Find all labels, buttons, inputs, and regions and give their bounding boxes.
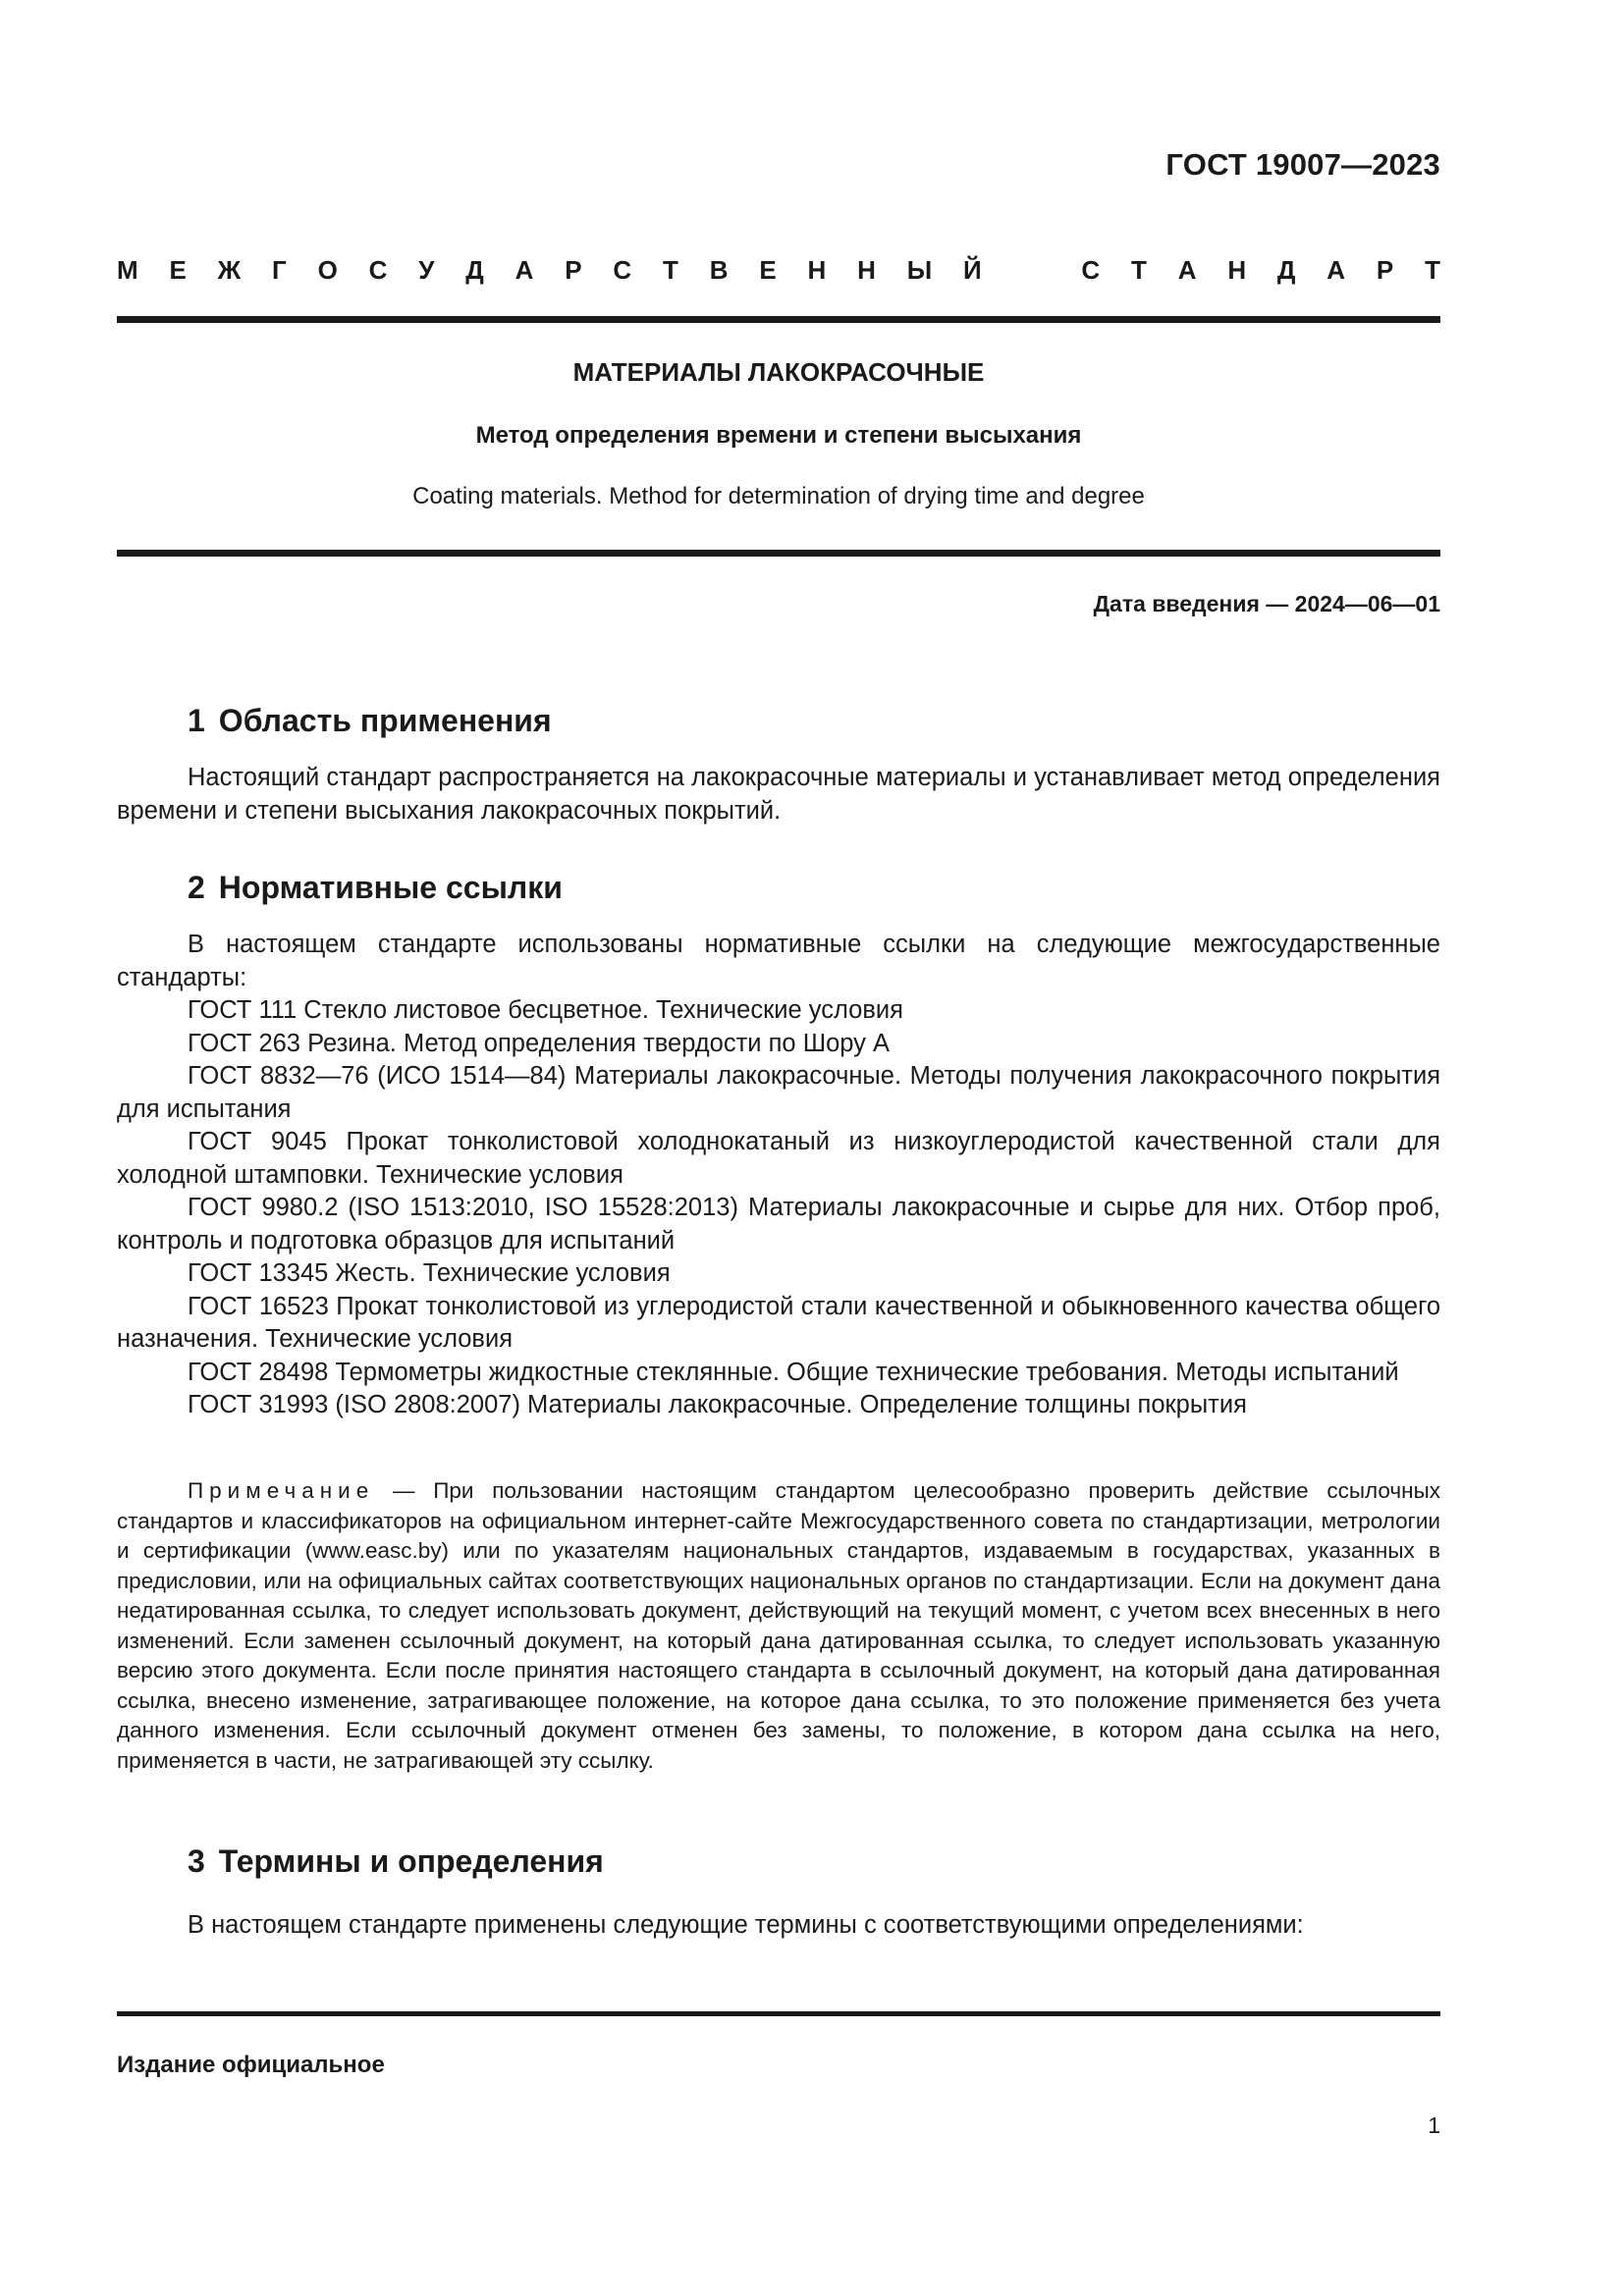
- banner-letter: В: [709, 255, 729, 285]
- document-subtitle: Метод определения времени и степени высыхания: [475, 422, 1082, 449]
- section-2-text: В настоящем стандарте использованы нормативные ссылки на следующие межгосударственные стандарты:: [117, 931, 1440, 991]
- note-label: Примечание: [188, 1478, 375, 1503]
- reference-item: ГОСТ 9980.2 (ISO 1513:2010, ISO 15528:2013) Материалы лакокрасочные и сырье для них. Отбор проб, контроль и подготовка образцов для испытаний: [117, 1194, 1440, 1255]
- banner-letter: Д: [1276, 255, 1296, 285]
- banner-letter: Н: [1227, 255, 1247, 285]
- section-3-text: В настоящем стандарте применены следующие термины с соответствующими определениями:: [188, 1911, 1304, 1939]
- banner-letter: М: [117, 255, 138, 285]
- banner-letter: С: [613, 255, 632, 285]
- banner-word-gap: [1013, 255, 1051, 286]
- banner-letter: Т: [1425, 255, 1440, 285]
- reference-item: ГОСТ 263 Резина. Метод определения твердости по Шору А: [188, 1029, 890, 1057]
- introduction-date: Дата введения — 2024—06—01: [1093, 591, 1440, 616]
- banner-letter: Р: [565, 255, 582, 285]
- banner-letter: Г: [272, 255, 287, 285]
- banner-letter: О: [317, 255, 338, 285]
- banner-letter: Й: [963, 255, 982, 285]
- banner-letter: Н: [807, 255, 827, 285]
- section-number: 3: [188, 1843, 205, 1879]
- section-title: Нормативные ссылки: [218, 870, 563, 905]
- standard-number: ГОСТ 19007—2023: [1165, 147, 1440, 182]
- reference-list: [117, 994, 1440, 1422]
- banner-letter: А: [1326, 255, 1346, 285]
- banner-letter: А: [514, 255, 534, 285]
- banner-letter: Р: [1376, 255, 1394, 285]
- banner-letter: Ж: [217, 255, 242, 285]
- section-heading-2: [188, 870, 563, 906]
- reference-item: ГОСТ 111 Стекло листовое бесцветное. Технические условия: [188, 996, 903, 1024]
- banner-letter: С: [1081, 255, 1101, 285]
- section-number: 1: [188, 703, 205, 738]
- banner-letter: У: [418, 255, 435, 285]
- reference-item: ГОСТ 9045 Прокат тонколистовой холоднокатаный из низкоуглеродистой качественной стали для холодной штамповки. Технические условия: [117, 1128, 1440, 1189]
- page-number: 1: [1428, 2112, 1440, 2138]
- reference-item: ГОСТ 28498 Термометры жидкостные стеклянные. Общие технические требования. Методы испытаний: [188, 1358, 1399, 1386]
- section-title: Область применения: [218, 703, 552, 738]
- reference-item: ГОСТ 8832—76 (ИСО 1514—84) Материалы лакокрасочные. Методы получения лакокрасочного покрытия для испытания: [117, 1062, 1440, 1123]
- section-1-text: Настоящий стандарт распространяется на лакокрасочные материалы и устанавливает метод определения времени и степени высыхания лакокрасочных покрытий.: [117, 764, 1440, 825]
- banner-letter: А: [1177, 255, 1197, 285]
- footer-divider: [117, 2011, 1440, 2016]
- banner-letter: Т: [1130, 255, 1147, 285]
- interstate-standard-banner: [117, 255, 1440, 286]
- banner-letter: Д: [465, 255, 484, 285]
- section-heading-1: [188, 703, 552, 739]
- english-title: Coating materials. Method for determination of drying time and degree: [412, 483, 1145, 509]
- banner-letter: Т: [663, 255, 678, 285]
- reference-item: ГОСТ 13345 Жесть. Технические условия: [188, 1259, 671, 1287]
- banner-letter: Е: [759, 255, 777, 285]
- official-edition-label: Издание официальное: [117, 2052, 385, 2078]
- top-divider: [117, 316, 1440, 323]
- section-heading-3: [188, 1843, 604, 1880]
- section-number: 2: [188, 870, 205, 905]
- document-page: [117, 0, 1440, 2296]
- banner-letter: Ы: [906, 255, 933, 285]
- banner-letter: Н: [857, 255, 876, 285]
- reference-item: ГОСТ 31993 (ISO 2808:2007) Материалы лакокрасочные. Определение толщины покрытия: [188, 1391, 1247, 1418]
- banner-letter: С: [368, 255, 388, 285]
- section-title: Термины и определения: [218, 1843, 604, 1879]
- note-paragraph: [117, 1476, 1440, 1776]
- note-text: — При пользовании настоящим стандартом целесообразно проверить действие ссылочных стандартов и классификаторов на официальном интернет-сайте Межгосударственного совета по стандартизации, метрологии и сертификации (www.easc.by) или по указателям национальных стандартов, издаваемым в государствах, указанных в предисловии, или на официальных сайтах соответствующих национальных органов по стандартизации. Если на документ дана недатированная ссылка, то следует использовать документ, действующий на текущий момент, с учетом всех внесенных в него изменений. Если заменен ссылочный документ, на который дана датированная ссылка, то следует использовать указанную версию этого документа. Если после принятия настоящего стандарта в ссылочный документ, на который дана датированная ссылка, внесено изменение, затрагивающее положение, на которое дана ссылка, то это положение применяется без учета данного изменения. Если ссылочный документ отменен без замены, то положение, в котором дана ссылка на него, применяется в части, не затрагивающей эту ссылку.: [117, 1478, 1440, 1773]
- document-title: МАТЕРИАЛЫ ЛАКОКРАСОЧНЫЕ: [572, 357, 985, 387]
- reference-item: ГОСТ 16523 Прокат тонколистовой из углеродистой стали качественной и обыкновенного качества общего назначения. Технические условия: [117, 1292, 1440, 1353]
- banner-letter: Е: [169, 255, 187, 285]
- title-divider: [117, 550, 1440, 557]
